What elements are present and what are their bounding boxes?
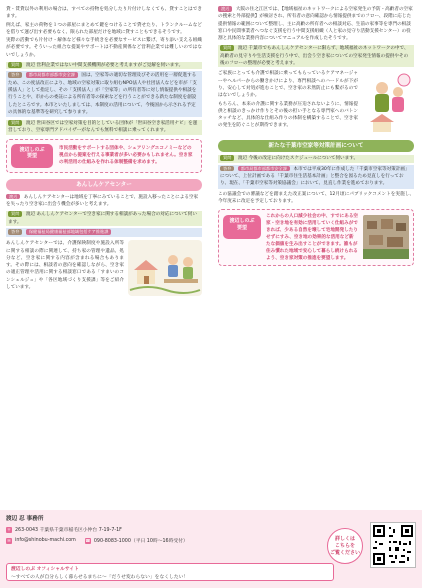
statement-text: あんしんケアセンターは地域を丁寧にみていることで、施設入移ったことによる空家を失ったり空き家に出会う機会が多いと考えます。: [6, 194, 199, 208]
section-banner: あんしんケアセンター: [6, 179, 202, 191]
request-badge-name: 渡辺しのぶ: [229, 218, 255, 225]
office-name: 渡辺 忍 事務所: [6, 516, 44, 522]
consultation-illustration-graphic: [128, 240, 202, 296]
speaker-name: 渡辺: [218, 6, 232, 12]
mail-postal-icon: 〒: [7, 526, 11, 532]
site-slogan: ～すべての人が自分らしく暮らせるまちに～「だうせ変わらない」をなくしたい！: [11, 575, 189, 580]
request-text: 市民活動をサポートする団体や、シェアリングエコノミーなどの視点から提案を行える事業者が多い必要かもしれません。空き家の利活用の仕組みを作れる体制整備を求めます。: [59, 146, 193, 166]
phone-icon: ☎: [85, 537, 91, 543]
statement-text: 大阪の住之江区では、【地域福祉のネットワークによる空家発生の予防・高齢者の空家の捜索と外部提供】が検討され、所有者の意向確認から情報提供までのフロー、段階に応じた提供情報の範囲について整理し、主に高齢の所有者への相談対応、生前の家事等を専門の相談窓口や民間事業者へつなぐ支援を行う中間支援組織（人と家の見守り活動支援センター）の役割と具体的な業務内容についてマニュアルを作成したそうです。: [218, 7, 413, 42]
answer-unit: 都市局都市部都市安全課: [26, 72, 78, 78]
intro-paragraph: 例えば、家主の荷物を１つの部屋にまとめて鍵をつけることで貸せたり、トランクルームなどを借りて運び出す必要もなく、限られた部屋だけを地域に貸すこともできるそうです。: [6, 22, 202, 35]
body-paragraph: ご家族にとっても介護で相談に乗ってもらっているケアマネージャーやヘルパーからの働きかけにより、専門相談へのハードルが下がり、安心して対処が進むことで、空き家の未然防止にも繋がるのではないでしょうか。: [218, 71, 358, 99]
request-text: これからの人口減少社会の中、すでにある空家・空き地を有効に活用していく仕組みができれば、少ある自然を壊して宅地開発したりせずにすみ、空き地の効果的な活用など新たな価値を生み出すことができます。誰もが住み慣れた地域で安心して暮らし続けられるよう、空き家対策の推進を要望します。: [266, 214, 359, 262]
questioner-name: 渡辺: [237, 156, 248, 162]
body-paragraph: もちろん、本来の介護に関する業務が圧迫されないように、情報提供と相談のきっかけ作りとその後の担い手となる専門家へのバトンタッチなど、具体的な仕組み作りの体制を構築することで、空き家の発生を防ぐことが期待できます。: [218, 101, 358, 129]
question-text: 千葉市でもあんしんケアセンターに限らず、地域福祉のネットワークの中で、高齢者の見守りや生活支援を行う中で、出会う空き家についての空家発生情報の提供やその後のフローの整理が必要と考えます。: [220, 46, 409, 67]
statement-block: [6, 194, 202, 209]
site-title[interactable]: 渡辺しのぶ オフィシャルサイト: [11, 567, 79, 572]
qr-prompt-badge: [327, 528, 363, 564]
answer-text: あんしんケアセンターでは、介護保険制度や施設入所等に関する相談の際に関連して、持ち家の管理や遺品、処分など、空き家に関する内容が含まれる場合もあります。その際には、相談者の意向を確認しながら、空き家の適正管理や活用に関する相談窓口である「すまいのコンシェルジュ」や「各区地域づくり支援課」等をご紹介しています。: [6, 241, 124, 291]
email-text[interactable]: info@shinobu-machi.com: [15, 538, 76, 543]
question-block: [6, 62, 202, 69]
request-badge-name: 渡辺しのぶ: [19, 146, 45, 153]
left-column: [6, 6, 202, 296]
answer-text: 本市では平成30年に作成した「千葉市空家等対策計画」について、上位計画である「千葉市住生活基本計画」と整合を図るため見直しを行っており、現在、「千葉市空家等対策協議会」において、見直し作業を進めております。: [220, 166, 410, 187]
answer-with-illustration: [6, 240, 202, 296]
question-block: [218, 45, 414, 67]
paragraph-with-illustration: [218, 70, 414, 134]
question-block: [6, 120, 202, 135]
answer-block: [6, 228, 202, 237]
town-photo: [363, 215, 409, 259]
request-badge: [223, 215, 261, 239]
footer: [0, 510, 422, 588]
body-paragraph: この協議会での審議などを踏まえた改正案について、12月頃にパブリックコメントを実施し、今年度末に改定を予定しております。: [218, 191, 414, 204]
question-block: [6, 211, 202, 226]
intro-paragraph: 貸・賃貸以外の利用の場合は、すべての持物を処分したり片付けしなくても、貸すことはできます。: [6, 7, 202, 20]
question-tag: 質問: [8, 120, 22, 126]
qr-code-icon[interactable]: [370, 522, 416, 568]
question-tag: 質問: [220, 45, 234, 51]
request-box: [218, 209, 414, 266]
questioner-name: 渡辺: [25, 121, 36, 127]
intro-paragraph: 実際の活動でも片付け・解体など様々な手続きを必要なサービスに繋げ、寄り添い支える組織が必要です。そういった組合な提案やサポートは不動産関係など営利企業では難しいのではないでしょうか。: [6, 38, 202, 58]
qr-prompt-line: 詳しくは: [334, 536, 355, 542]
question-block: [218, 155, 414, 162]
family-illustration: [362, 70, 414, 134]
speaker-name: 渡辺: [6, 194, 20, 200]
qr-prompt-line: こちらを: [334, 543, 355, 549]
right-column: [218, 6, 414, 266]
question-tag: 質問: [8, 211, 22, 217]
official-site-box[interactable]: [6, 563, 334, 581]
answer-tag: 答弁: [8, 72, 22, 78]
question-text: 今後の改定に向けたスケジュールについて伺います。: [248, 156, 359, 162]
phone-text[interactable]: 090-8083-1000（平日 10時～16時受付）: [93, 539, 188, 544]
question-text: 営利企業ではない中間支援機関が必要と考えますがご見解を伺います。: [36, 63, 184, 69]
answer-unit: 都市局都市部都市安全課: [238, 166, 290, 172]
questioner-name: 渡辺: [237, 46, 248, 52]
answer-block: [218, 165, 414, 189]
section-banner: 新たな千葉市空家等対策計画について: [218, 140, 414, 152]
request-content: [266, 213, 358, 262]
address-text: 263-0043 千葉県千葉市稲毛区小仲台 7-19-7-1F: [15, 528, 122, 533]
question-tag: 質問: [8, 62, 22, 68]
qr-code-graphic: [371, 523, 415, 567]
consultation-illustration: [128, 240, 202, 296]
answer-block: [6, 71, 202, 117]
email-icon: ✉: [7, 537, 11, 543]
statement-block: [218, 6, 414, 42]
contact-line: [6, 537, 188, 544]
request-badge-label: 要望: [26, 153, 37, 160]
address-line: [6, 526, 122, 533]
answer-unit: 保健福祉局健康福祉部地域包括ケア推進課: [26, 229, 112, 235]
request-box: [6, 139, 202, 173]
answer-tag: 答弁: [8, 229, 22, 235]
request-badge: [11, 144, 53, 168]
paragraph-group: [218, 70, 358, 134]
questioner-name: 渡辺: [25, 63, 36, 69]
answer-text: 国は、空家等の適切な管理及びその活用を一層促進するため、この度法改正により、地域の空家対策に取り組むNPO法人や社団法人などを市が「支援法人」として指定し、その「支援法人」が「空家等」の所有者等に対し情報提供や相談を行うことや、市からの委託による所有者等の探索などを行うことができる新たな制度を創設したところです。本市といたしましては、本制度の活用について、今後国から示される予定の具体的な基準等を研究して参ります。: [8, 73, 197, 115]
question-text: 世田谷区では空家対策を目的としている団体が「世田谷空き家活用ナビ」を運営しており、空家専門アドバイザーがなんでも無料で相談に乗ってくれます。: [8, 121, 198, 134]
question-text: あんしんケアセンターで空き家に関する相談があった場合の対応について伺います。: [8, 212, 197, 225]
question-tag: 質問: [220, 155, 234, 161]
family-illustration-graphic: [362, 70, 414, 134]
qr-prompt-line: ご覧ください: [329, 550, 360, 556]
answer-tag: 答弁: [220, 166, 234, 172]
questioner-name: 渡辺: [25, 212, 36, 218]
request-badge-label: 要望: [236, 224, 247, 231]
